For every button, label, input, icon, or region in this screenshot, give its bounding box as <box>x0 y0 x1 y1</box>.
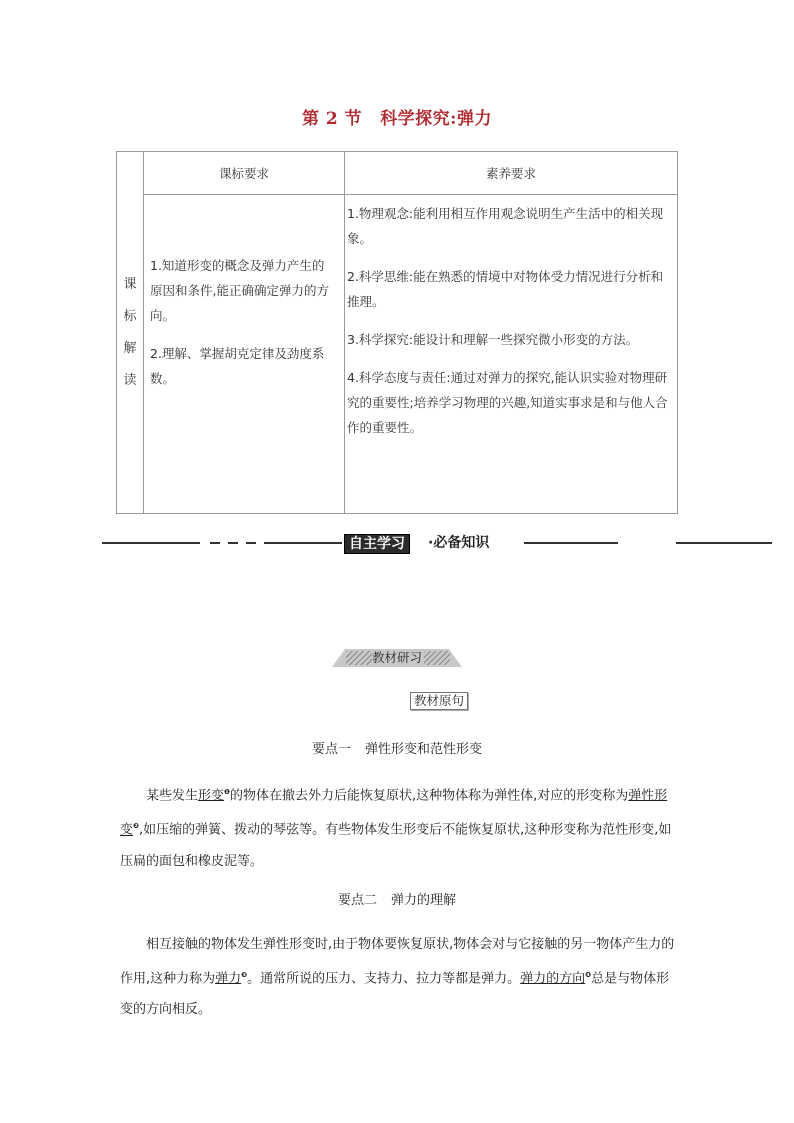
literacy-item: 3.科学探究:能设计和理解一些探究微小形变的方法。 <box>347 332 639 347</box>
section-title <box>0 104 794 129</box>
note-marker: ❸ <box>241 971 248 979</box>
text-run: 某些发生 <box>146 788 199 804</box>
side-char: 课 <box>123 276 137 292</box>
divider-line <box>524 542 618 544</box>
banner-text: ·必备知识 <box>428 535 490 551</box>
study-tag <box>332 649 462 667</box>
underlined-term: 弹力 <box>215 971 242 987</box>
divider-dash <box>246 542 256 544</box>
literacy-item: 1.物理观念:能利用相互作用观念说明生产生活中的相关现象。 <box>347 206 664 246</box>
divider-line <box>264 542 342 544</box>
side-label-cell <box>117 152 144 514</box>
point2-heading <box>0 889 794 908</box>
header-curriculum: 课标要求 <box>144 152 345 195</box>
tag-label: 教材研习 <box>371 650 422 665</box>
header-literacy: 素养要求 <box>345 152 678 195</box>
point2-paragraph <box>120 929 680 1025</box>
text-run: ,如压缩的弹簧、拨动的琴弦等。有些物体发生形变后不能恢复原状,这种形变称为范性形变,如压扁的面包和橡皮泥等。 <box>120 822 672 869</box>
underlined-term: 弹性形变 <box>120 788 668 838</box>
side-char: 读 <box>123 372 137 388</box>
underlined-term: 弹力的方向 <box>520 971 586 987</box>
requirement-item: 1.知道形变的概念及弹力产生的原因和条件,能正确确定弹力的方向。 <box>150 258 329 323</box>
note-marker: ❶ <box>224 788 230 796</box>
point2-label: 要点二 <box>337 893 377 908</box>
section-name: 科学探究:弹力 <box>380 109 492 129</box>
divider-line <box>676 542 772 544</box>
banner-boxed: 自主学习 <box>344 534 410 554</box>
side-char: 标 <box>123 308 137 324</box>
literacy-item: 2.科学思维:能在熟悉的情境中对物体受力情况进行分析和推理。 <box>347 269 664 309</box>
section-divider <box>0 530 794 556</box>
divider-line <box>102 542 200 544</box>
divider-dash <box>210 542 220 544</box>
point1-paragraph <box>120 777 680 877</box>
source-box: 教材原句 <box>410 692 468 710</box>
requirements-cell <box>144 195 345 514</box>
text-run: 相互接触的物体发生弹性形变时,由于物体要恢复原状,物体会对与它接触的另一物体产生力的作用,这种力称为 <box>120 937 675 987</box>
text-run: 的物体在撤去外力后能恢复原状,这种物体称为弹性体,对应的形变称为 <box>229 788 629 804</box>
section-number: 第 2 节 <box>302 109 363 129</box>
literacy-item: 4.科学态度与责任:通过对弹力的探究,能认识实验对物理研究的重要性;培养学习物理的兴趣,知道实事求是和与他人合作的重要性。 <box>347 370 668 435</box>
divider-dash <box>228 542 238 544</box>
literacy-cell <box>345 195 678 514</box>
requirement-item: 2.理解、掌握胡克定律及劲度系数。 <box>150 346 325 386</box>
point1-title: 弹性形变和范性形变 <box>365 742 483 757</box>
underlined-term: 形变 <box>198 788 225 804</box>
text-run: 。通常所说的压力、支持力、拉力等都是弹力。 <box>247 971 521 987</box>
point1-label: 要点一 <box>311 742 351 757</box>
note-marker: ❷ <box>133 822 139 831</box>
curriculum-table <box>116 151 678 514</box>
text-run: 总是与物体形变的方向相反。 <box>120 971 670 1018</box>
side-char: 解 <box>123 340 137 356</box>
point1-heading <box>0 738 794 757</box>
note-marker: ❹ <box>585 971 592 979</box>
point2-title: 弹力的理解 <box>391 893 457 908</box>
